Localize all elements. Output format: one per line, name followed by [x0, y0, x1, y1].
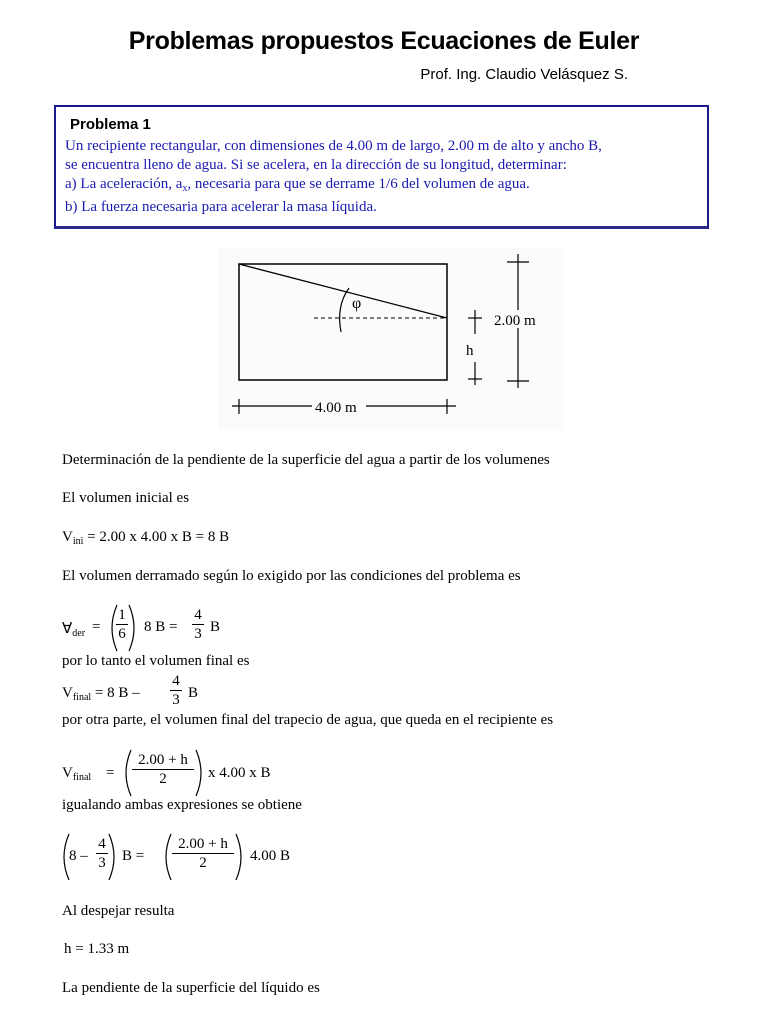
problem-statement: [65, 137, 703, 217]
author-line: Prof. Ing. Claudio Velásquez S.: [420, 66, 628, 83]
paragraph-2: El volumen inicial es: [62, 490, 190, 506]
paragraph-4: por lo tanto el volumen final es: [62, 653, 250, 669]
paragraph-7: Al despejar resulta: [62, 903, 175, 919]
paragraph-3: El volumen derramado según lo exigido por las condiciones del problema es: [62, 568, 521, 584]
paragraph-8: La pendiente de la superficie del líquido es: [62, 980, 320, 996]
paragraph-6: igualando ambas expresiones se obtiene: [62, 797, 302, 813]
angle-label: φ: [352, 295, 362, 312]
equation-initial-volume: $V_{ini} = 2.00$ x 4.00 x B = 8 B: [62, 529, 230, 547]
problem-line-3: a) La aceleración, $a_x$, necesaria para que se derrame 1/6 del volumen de agua.: [65, 176, 530, 194]
problem-line-2: se encuentra lleno de agua. Si se acelera, en la dirección de su longitud, determinar:: [65, 157, 567, 173]
equation-h-result: h = 1.33 m: [64, 941, 130, 957]
page-title: Problemas propuestos Ecuaciones de Euler: [128, 27, 640, 55]
paragraph-1: Determinación de la pendiente de la superficie del agua a partir de los volumenes: [62, 452, 550, 468]
height-dimension-label: 2.00 m: [494, 313, 536, 329]
tank-diagram: [218, 248, 564, 430]
h-dimension-label: h: [466, 343, 474, 359]
problem-line-1: Un recipiente rectangular, con dimensiones de 4.00 m de largo, 2.00 m de alto y ancho B,: [65, 138, 602, 154]
paragraph-5: por otra parte, el volumen final del trapecio de agua, que queda en el recipiente es: [62, 712, 554, 728]
length-dimension-label: 4.00 m: [315, 400, 357, 416]
problem-box: [54, 105, 709, 229]
problem-heading: Problema 1: [70, 116, 151, 133]
problem-line-4: b) La fuerza necesaria para acelerar la masa líquida.: [65, 199, 377, 215]
